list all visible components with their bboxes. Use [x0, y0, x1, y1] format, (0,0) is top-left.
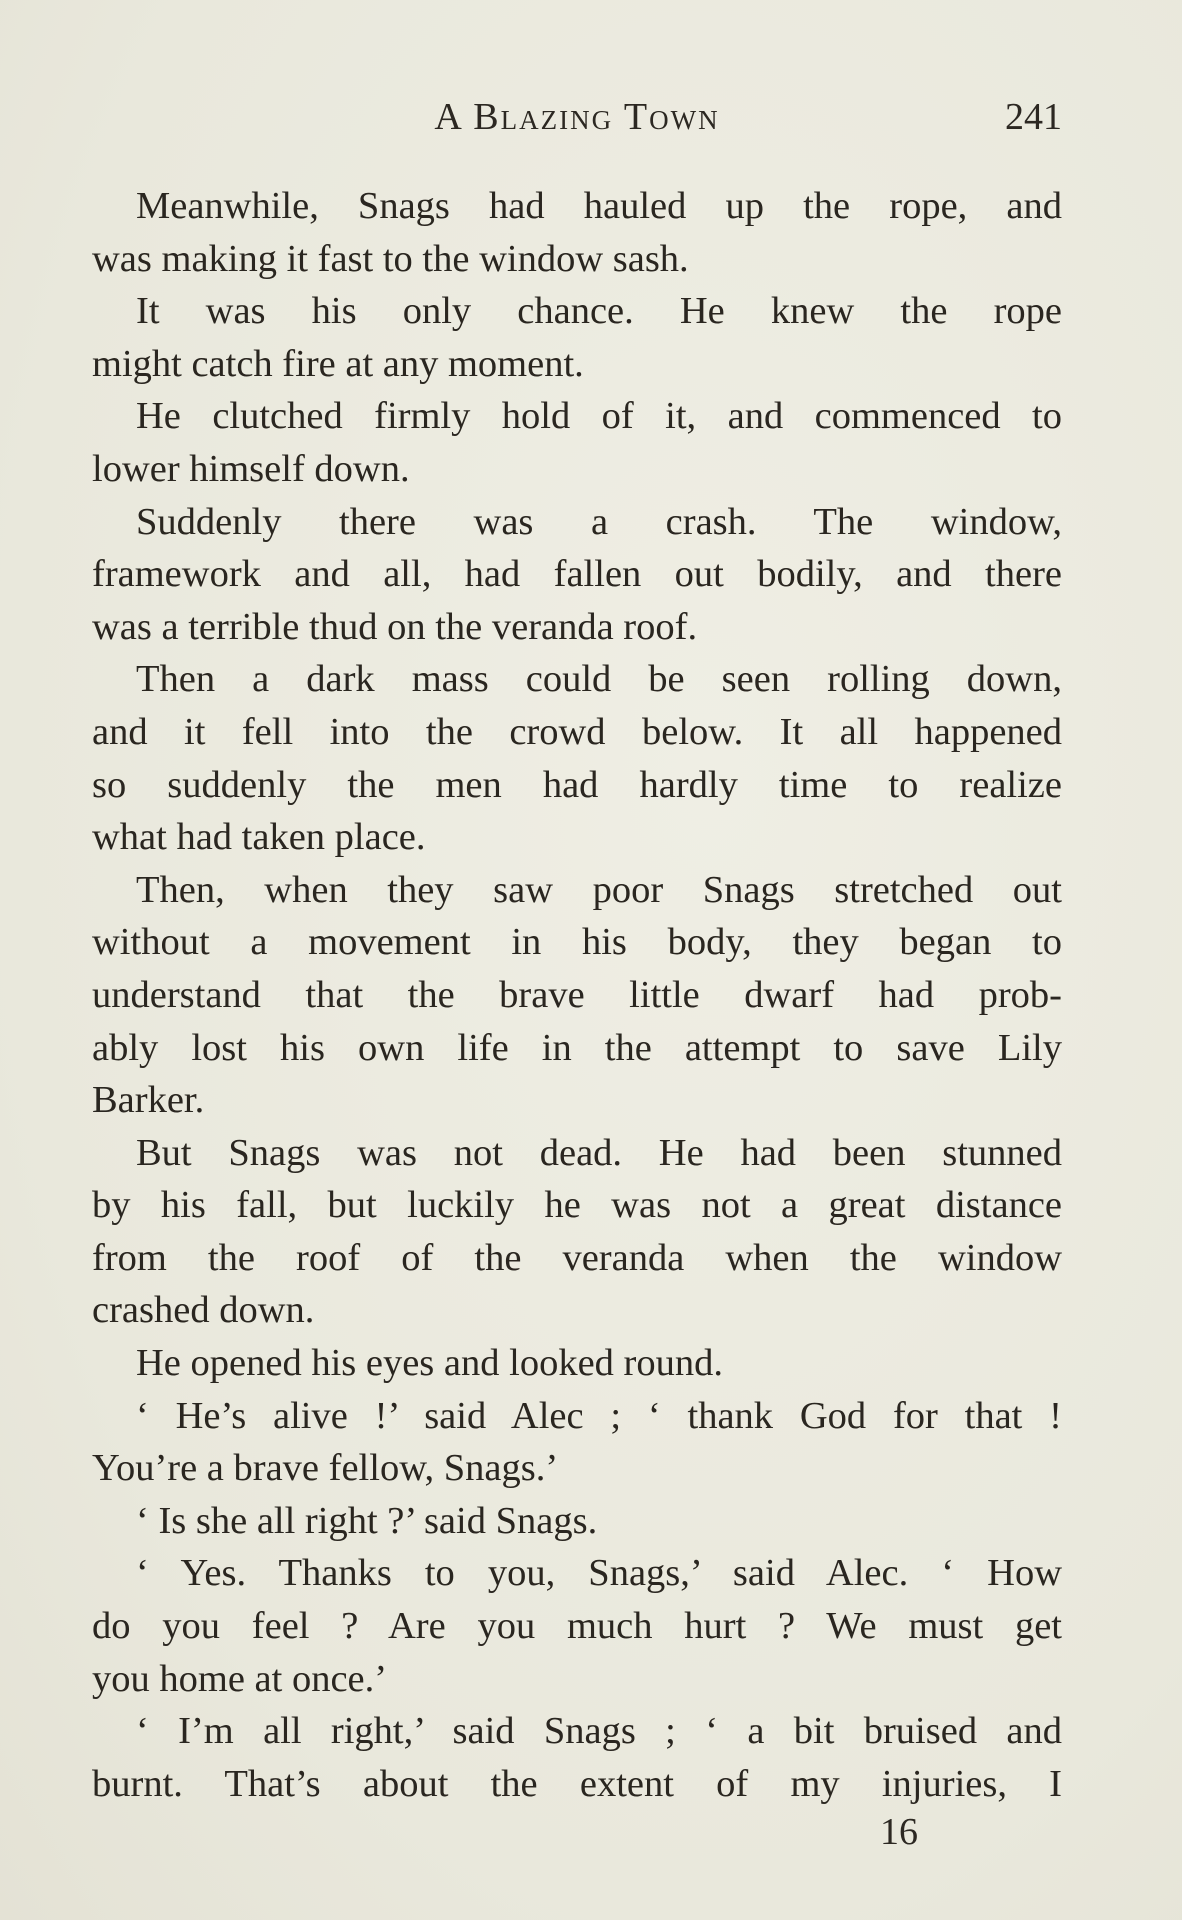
text-line: Then, when they saw poor Snags stretched out — [136, 868, 1062, 911]
running-head — [92, 95, 1062, 145]
text-line: understand that the brave little dwarf had prob- — [92, 973, 1062, 1016]
text-line: ‘ Is she all right ?’ said Snags. — [136, 1499, 598, 1542]
text-line: burnt. That’s about the extent of my injuries, I — [92, 1762, 1062, 1805]
text-line: ‘ He’s alive !’ said Alec ; ‘ thank God for that ! — [136, 1394, 1062, 1437]
text-line: from the roof of the veranda when the window — [92, 1236, 1062, 1279]
text-line: by his fall, but luckily he was not a great distance — [92, 1184, 1062, 1227]
body-text — [92, 180, 1062, 1810]
text-line: Then a dark mass could be seen rolling down, — [136, 658, 1062, 701]
text-line: framework and all, had fallen out bodily, and there — [92, 553, 1062, 596]
text-line: Barker. — [92, 1079, 205, 1122]
text-line: you home at once.’ — [92, 1657, 388, 1700]
text-line: crashed down. — [92, 1289, 315, 1332]
text-line: was making it fast to the window sash. — [92, 237, 689, 280]
text-line: was a terrible thud on the veranda roof. — [92, 605, 698, 648]
text-line: You’re a brave fellow, Snags.’ — [92, 1447, 559, 1490]
text-line: Suddenly there was a crash. The window, — [136, 500, 1062, 543]
page-number: 241 — [1005, 96, 1062, 138]
text-line: lower himself down. — [92, 447, 410, 490]
text-line: He clutched firmly hold of it, and commenced to — [136, 395, 1062, 438]
text-line: and it fell into the crowd below. It all happened — [92, 710, 1062, 753]
text-line: so suddenly the men had hardly time to realize — [92, 763, 1062, 806]
text-line: might catch fire at any moment. — [92, 342, 584, 385]
text-line: do you feel ? Are you much hurt ? We must get — [92, 1605, 1062, 1648]
text-line: Meanwhile, Snags had hauled up the rope, and — [136, 185, 1062, 227]
text-line: ‘ I’m all right,’ said Snags ; ‘ a bit bruised and — [136, 1710, 1062, 1753]
signature-mark: 16 — [880, 1811, 918, 1853]
text-line: It was his only chance. He knew the rope — [136, 290, 1062, 333]
text-line: what had taken place. — [92, 816, 426, 859]
text-line: without a movement in his body, they began to — [92, 921, 1062, 964]
text-line: ably lost his own life in the attempt to save Lily — [92, 1026, 1062, 1069]
text-line: But Snags was not dead. He had been stunned — [136, 1131, 1062, 1174]
text-line: He opened his eyes and looked round. — [136, 1342, 723, 1385]
text-line: ‘ Yes. Thanks to you, Snags,’ said Alec. ‘ How — [136, 1552, 1062, 1595]
running-title: A Blazing Town — [434, 96, 720, 138]
